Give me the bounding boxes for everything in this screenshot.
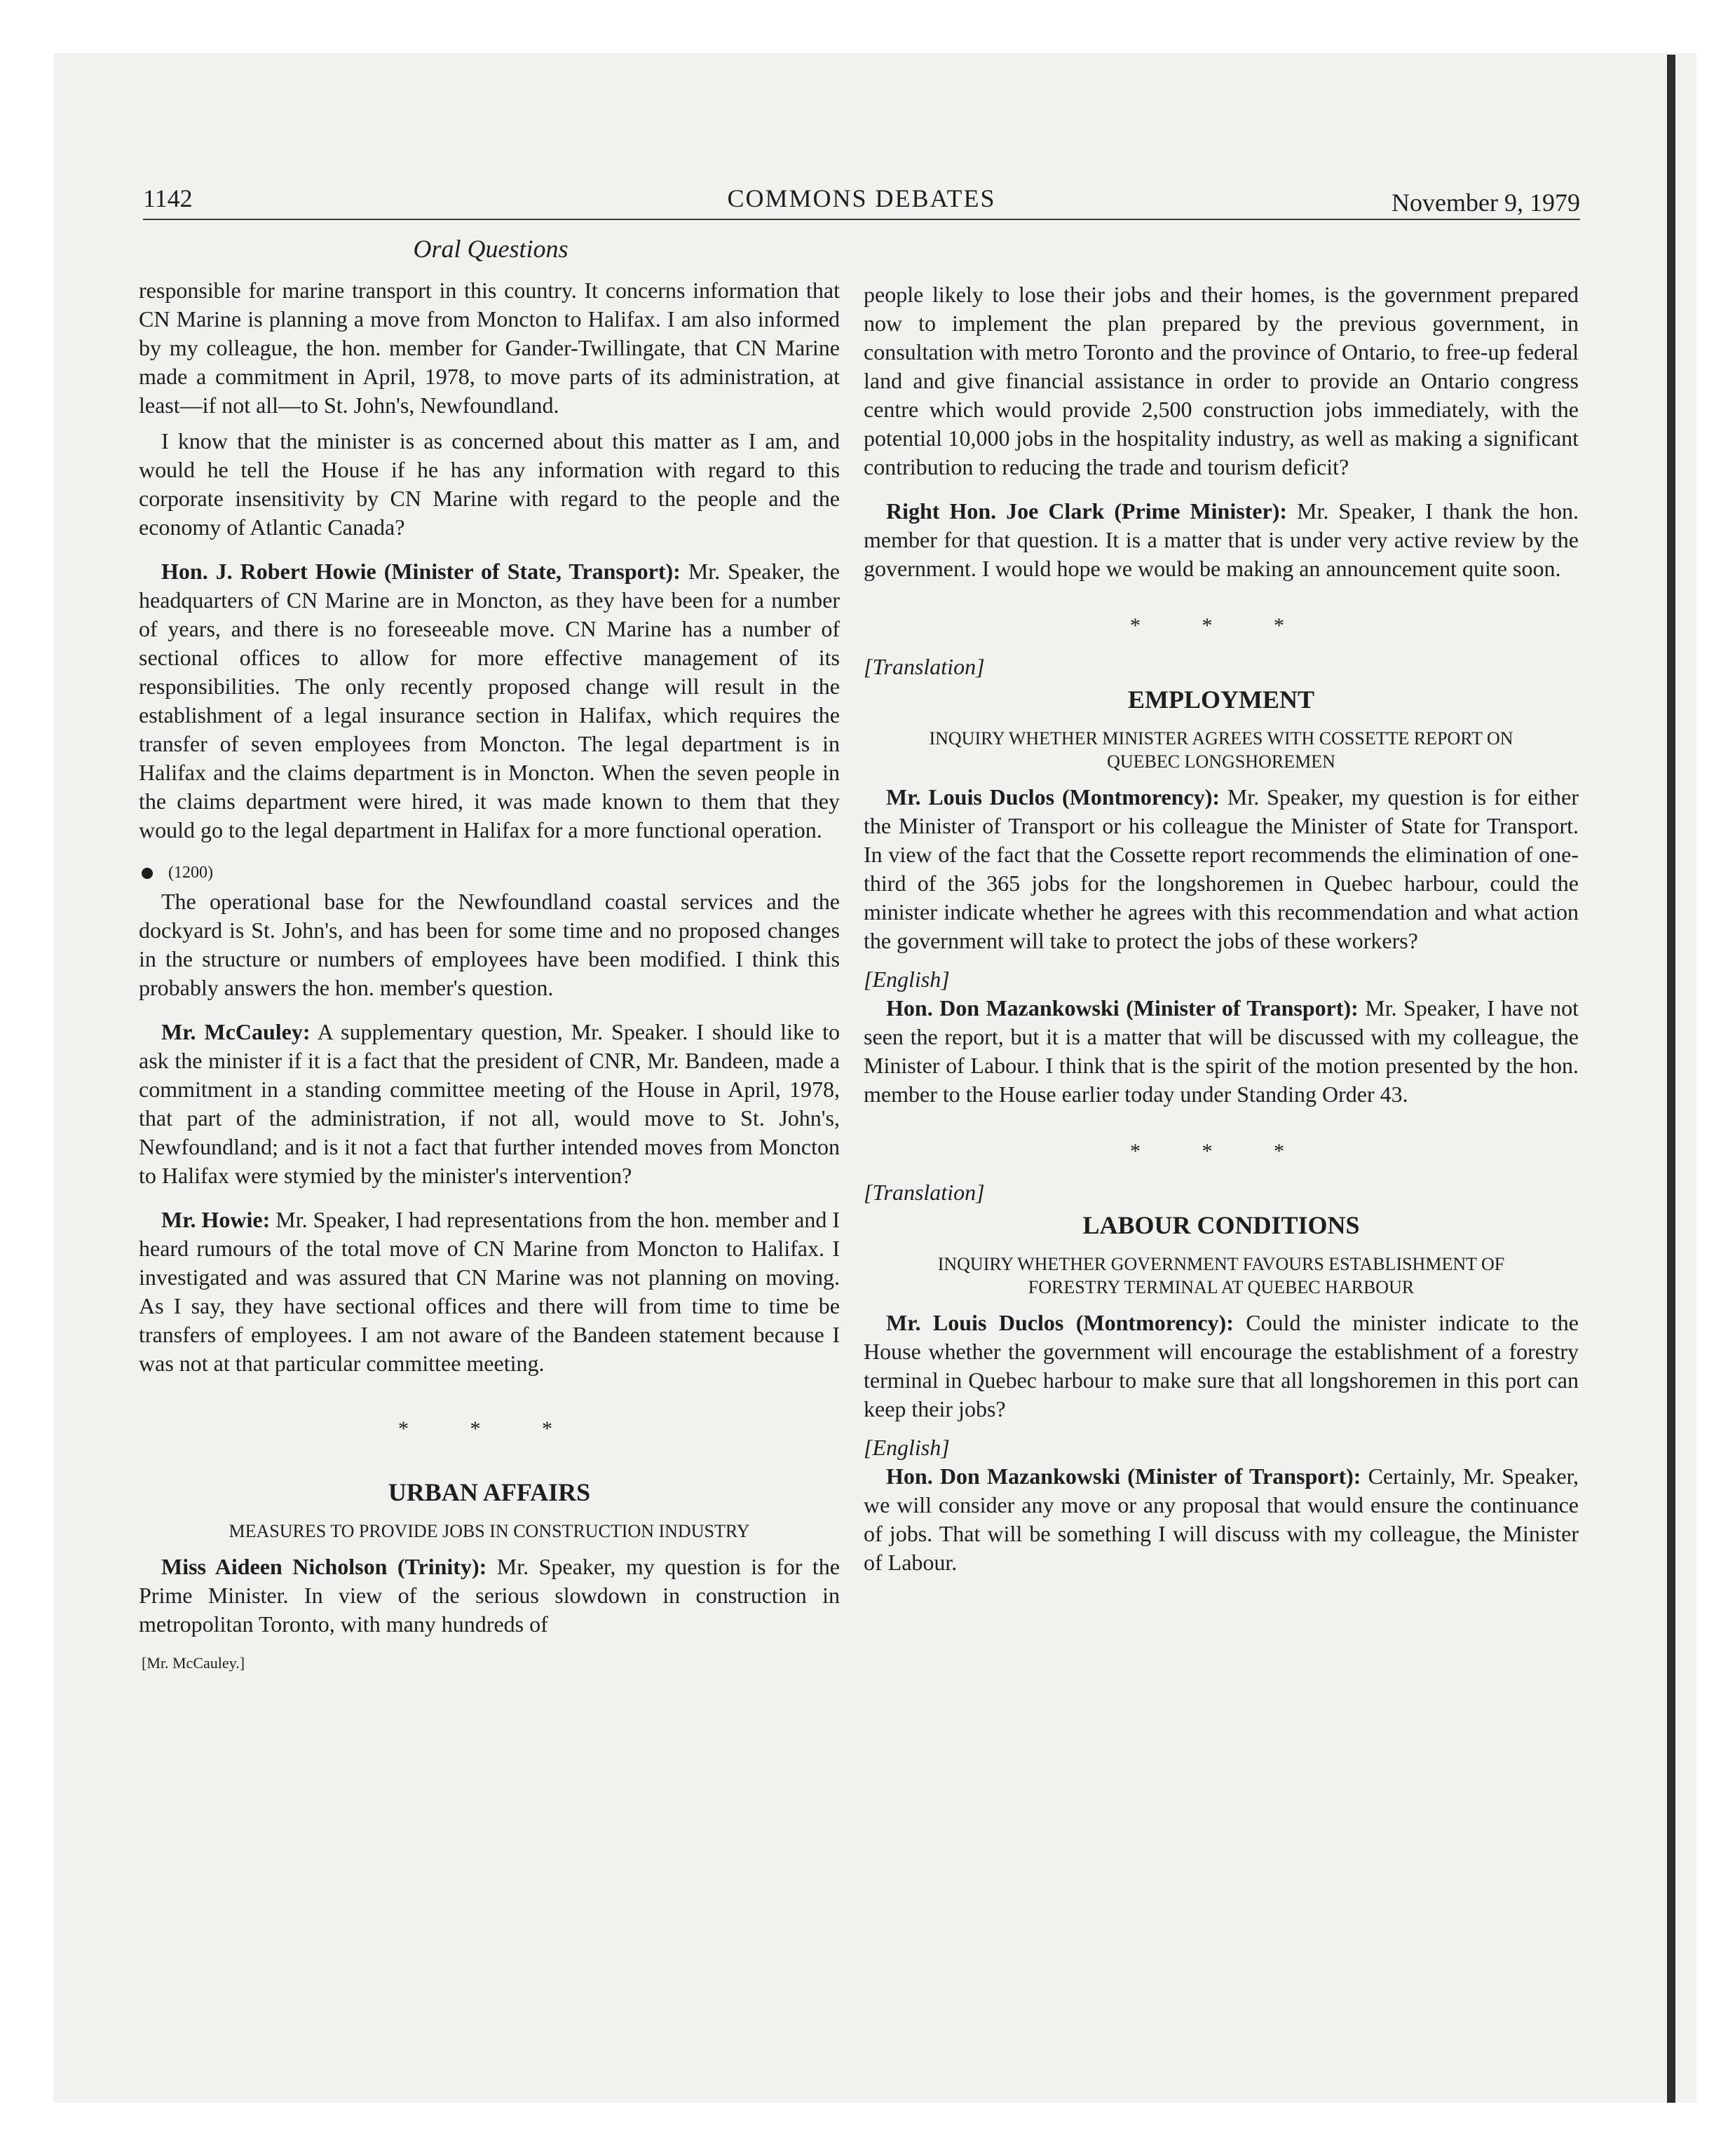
speech-text: Mr. Speaker, I thank the hon. member for that question. It is a matter that is under very active review by the government. I would hope we would be making an announcement quite soon.: [864, 498, 1579, 581]
speech-text: A supplementary question, Mr. Speaker. I should like to ask the minister if it is a fact that the president of CNR, Mr. Bandeen, made a commitment in a standing committee meeting of the House in April, 1978, that part of the administration, if not all, would move to St. John's, Newfoundland; and is it not a fact that further intended moves from Moncton to Halifax were stymied by the minister's intervention?: [139, 1019, 841, 1188]
page-header: [143, 184, 1580, 220]
speech: [864, 497, 1579, 583]
speech-text: Mr. Speaker, my question is for either the Minister of Transport or his colleague the Minister of State for Transport. In view of the fact that the Cossette report recommends the elimination of one-third of the 365 jobs for the longshoremen in Quebec harbour, could the minister indicate whether he agrees with this recommendation and what action the government will take to protect the jobs of these workers?: [864, 784, 1579, 953]
section-subheading: MEASURES TO PROVIDE JOBS IN CONSTRUCTION INDUSTRY: [229, 1521, 750, 1541]
language-tag: [Translation]: [864, 654, 985, 679]
speech: [139, 557, 840, 845]
publication-title: COMMONS DEBATES: [727, 184, 996, 212]
left-column: [139, 276, 840, 1677]
speaker-name: Hon. J. Robert Howie (Minister of State, Transport):: [161, 559, 681, 584]
speech-text: Mr. Speaker, I had representations from the hon. member and I heard rumours of the total move of CN Marine from Moncton to Halifax. I investigated and was assured that CN Marine was not planning on moving. As I say, they have sectional offices and there will from time to time be transfers of employees. I am not aware of the Bandeen statement because I was not at that particular committee meeting.: [139, 1207, 841, 1376]
speech-text: Could the minister indicate to the House whether the government will encourage the establishment of a forestry terminal in Quebec harbour to make sure that all longshoremen in this port can keep their jobs?: [864, 1310, 1579, 1421]
speech: [139, 1018, 840, 1190]
speech-text: Mr. Speaker, my question is for the Prime Minister. In view of the serious slowdown in construction in metropolitan Toronto, with many hundreds of: [139, 1554, 841, 1637]
page-number: 1142: [143, 184, 193, 212]
footer-attribution: [Mr. McCauley.]: [142, 1654, 245, 1672]
bullet-icon: [142, 868, 153, 879]
speech: [864, 1462, 1579, 1577]
speaker-name: Mr. Howie:: [161, 1207, 271, 1232]
time-marker: [139, 859, 840, 887]
section-heading: LABOUR CONDITIONS: [1082, 1211, 1360, 1239]
speaker-name: Hon. Don Mazankowski (Minister of Transport):: [886, 1464, 1361, 1489]
speech: [864, 994, 1579, 1109]
section-separator: * * *: [1130, 614, 1312, 637]
speech: [864, 783, 1579, 955]
speech: [864, 1309, 1579, 1424]
language-tag: [Translation]: [864, 1180, 985, 1205]
speaker-name: Mr. Louis Duclos (Montmorency):: [886, 784, 1220, 810]
running-head: Oral Questions: [413, 235, 569, 263]
language-tag: [English]: [864, 1435, 950, 1460]
speaker-name: Mr. McCauley:: [161, 1019, 311, 1044]
section-heading: EMPLOYMENT: [1128, 685, 1314, 714]
speech-text: Mr. Speaker, I have not seen the report, but it is a matter that will be discussed with my colleague, the Minister of Labour. I think that is the spirit of the motion presented by the hon. member to the House earlier today under Standing Order 43.: [864, 995, 1579, 1107]
header-rule: [143, 219, 1580, 220]
page-binding-edge: [1667, 55, 1675, 2103]
paragraph: responsible for marine transport in this country. It concerns information that CN Marine is planning a move from Moncton to Halifax. I am also informed by my colleague, the hon. member for Gander-Twillingate, that CN Marine made a commitment in April, 1978, to move parts of its administration, at least—if not all—to St. John's, Newfoundland.: [139, 278, 840, 418]
speaker-name: Miss Aideen Nicholson (Trinity):: [161, 1554, 487, 1579]
section-heading: URBAN AFFAIRS: [388, 1478, 591, 1506]
speech-text: Certainly, Mr. Speaker, we will consider any move or any proposal that would ensure the continuance of jobs. That will be something I will discuss with my colleague, the Minister of Labour.: [864, 1464, 1579, 1575]
speech-text: Mr. Speaker, the headquarters of CN Marine are in Moncton, as they have been for a number of years, and there is no foreseeable move. CN Marine has a number of sectional offices to allow for more effective management of its responsibilities. The only recently proposed change will result in the establishment of a legal insurance section in Halifax, which requires the transfer of seven employees from Moncton. The legal department is in Halifax and the claims department is in Moncton. When the seven people in the claims department were hired, it was made known to them that they would go to the legal department in Halifax for a more functional operation.: [139, 559, 841, 842]
section-separator: * * *: [1130, 1140, 1312, 1163]
time-marker-label: (1200): [168, 864, 213, 882]
right-column: [864, 280, 1579, 1577]
section-separator: * * *: [398, 1417, 580, 1440]
speech: [139, 1553, 840, 1639]
page-date: November 9, 1979: [1392, 189, 1580, 217]
section-subheading: INQUIRY WHETHER GOVERNMENT FAVOURS ESTABLISHMENT OF FORESTRY TERMINAL AT QUEBEC HARBOUR: [937, 1254, 1505, 1297]
paragraph: people likely to lose their jobs and their homes, is the government prepared now to implement the plan prepared by the previous government, in consultation with metro Toronto and the province of Ontario, to free-up federal land and give financial assistance in order to provide an Ontario congress centre which would provide 2,500 construction jobs immediately, with the potential 10,000 jobs in the hospitality industry, as well as making a significant contribution to reducing the trade and tourism deficit?: [864, 282, 1579, 479]
speaker-name: Hon. Don Mazankowski (Minister of Transport):: [886, 995, 1359, 1021]
language-tag: [English]: [864, 967, 950, 992]
paragraph: I know that the minister is as concerned about this matter as I am, and would he tell the House if he has any information with regard to this corporate insensitivity by CN Marine with regard to the people and the economy of Atlantic Canada?: [139, 428, 840, 540]
speech: [139, 1206, 840, 1378]
speaker-name: Mr. Louis Duclos (Montmorency):: [886, 1310, 1234, 1335]
paragraph: The operational base for the Newfoundland coastal services and the dockyard is St. John's, and has been for some time and no proposed changes in the structure or numbers of employees have been modified. I think this probably answers the hon. member's question.: [139, 889, 840, 1000]
speaker-name: Right Hon. Joe Clark (Prime Minister):: [886, 498, 1288, 524]
section-subheading: INQUIRY WHETHER MINISTER AGREES WITH COSSETTE REPORT ON QUEBEC LONGSHOREMEN: [929, 728, 1513, 772]
